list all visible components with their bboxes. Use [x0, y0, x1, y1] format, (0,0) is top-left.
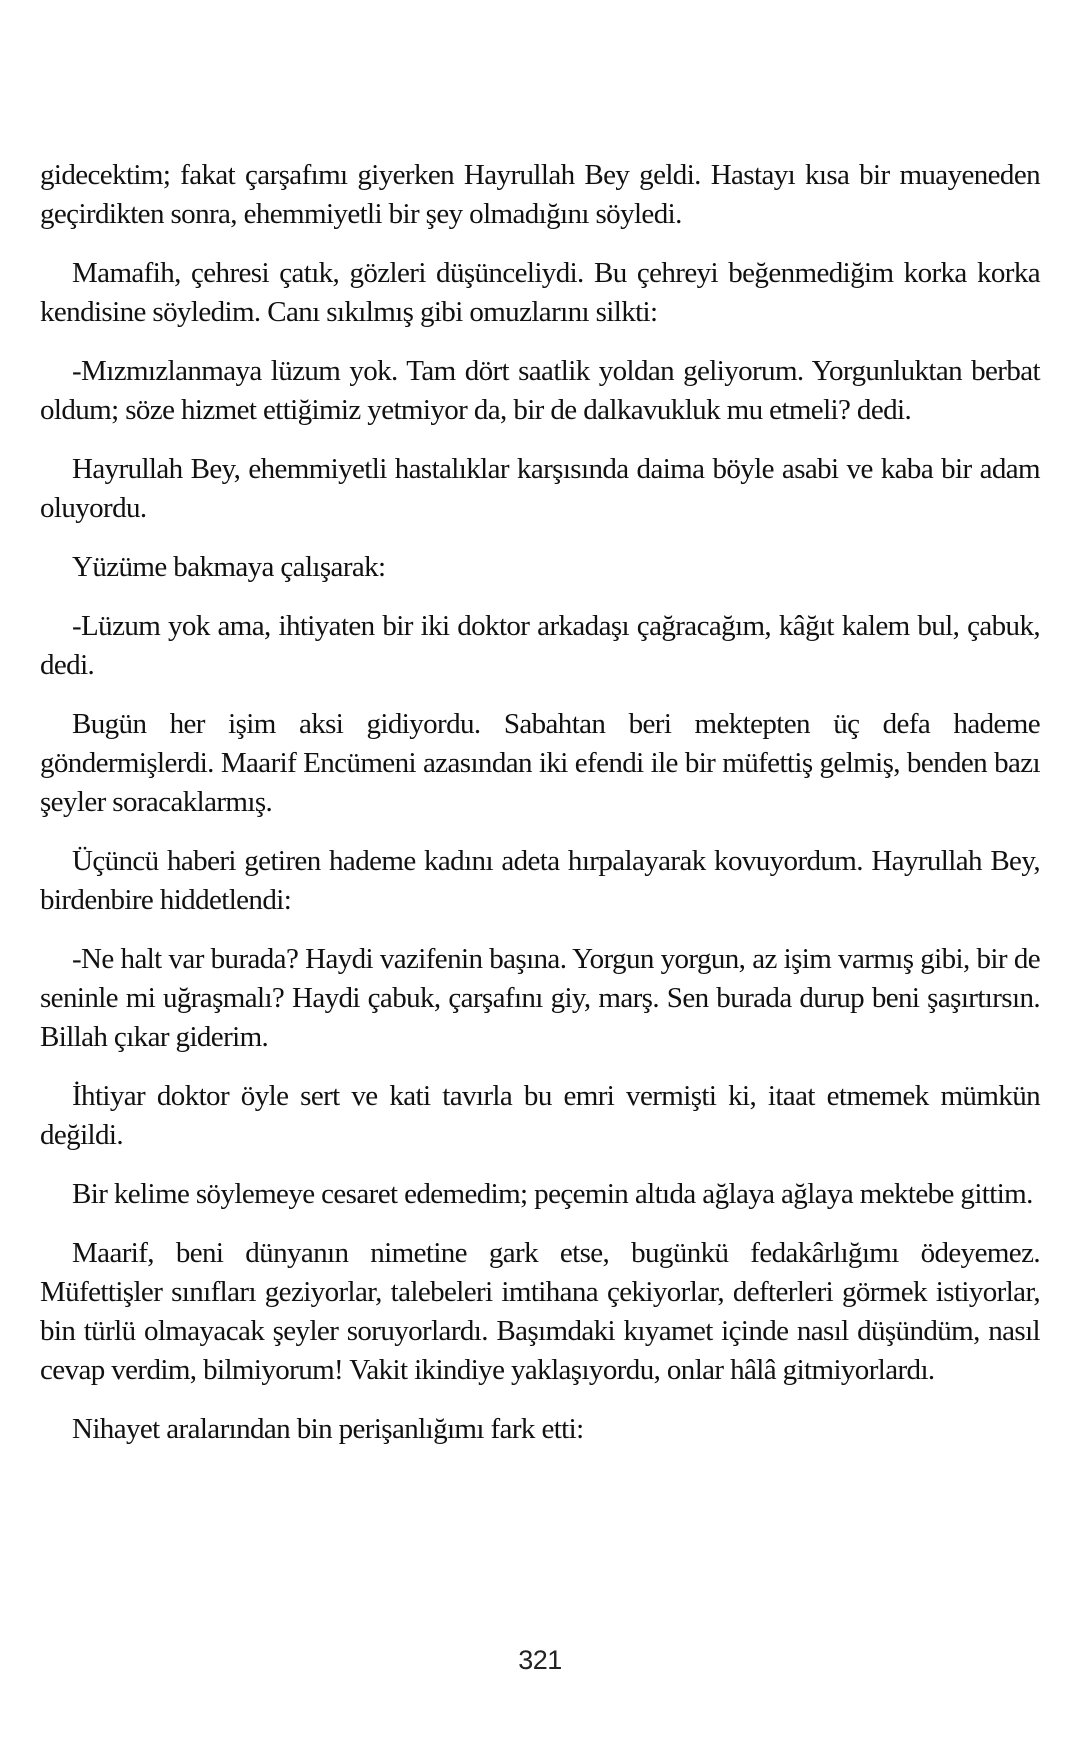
paragraph-4: Hayrullah Bey, ehemmiyetli hastalıklar karşısında daima böyle asabi ve kaba bir adam oluyordu.	[40, 453, 1040, 524]
paragraph-3: -Mızmızlanmaya lüzum yok. Tam dört saatlik yoldan geliyorum. Yorgunluktan berbat oldum; söze hizmet ettiğimiz yetmiyor da, bir de dalkavukluk mu etmeli? dedi.	[40, 355, 1040, 426]
paragraph-13: Nihayet aralarından bin perişanlığımı fark etti:	[72, 1413, 584, 1445]
page-number: 321	[518, 1645, 562, 1675]
paragraph-5: Yüzüme bakmaya çalışarak:	[72, 551, 386, 583]
paragraph-2: Mamafih, çehresi çatık, gözleri düşünceliydi. Bu çehreyi beğenmediğim korka korka kendisine söyledim. Canı sıkılmış gibi omuzlarını silkti:	[40, 257, 1040, 328]
paragraph-11: Bir kelime söylemeye cesaret edemedim; peçemin altıda ağlaya ağlaya mektebe gittim.	[72, 1178, 1033, 1210]
book-page-body	[40, 156, 1040, 1469]
paragraph-9: -Ne halt var burada? Haydi vazifenin başına. Yorgun yorgun, az işim varmış gibi, bir de seninle mi uğraşmalı? Haydi çabuk, çarşafını giy, marş. Sen burada durup beni şaşırtırsın. Billah çıkar giderim.	[40, 943, 1040, 1053]
paragraph-8: Üçüncü haberi getiren hademe kadını adeta hırpalayarak kovuyordum. Hayrullah Bey, birdenbire hiddetlendi:	[40, 845, 1040, 916]
paragraph-6: -Lüzum yok ama, ihtiyaten bir iki doktor arkadaşı çağracağım, kâğıt kalem bul, çabuk, dedi.	[40, 610, 1040, 681]
paragraph-12: Maarif, beni dünyanın nimetine gark etse, bugünkü fedakârlığımı ödeyemez. Müfettişler sınıfları geziyorlar, talebeleri imtihana çekiyorlar, defterleri görmek istiyorlar, bin türlü olmayacak şeyler soruyorlardı. Başımdaki kıyamet içinde nasıl düşündüm, nasıl cevap verdim, bilmiyorum! Vakit ikindiye yaklaşıyordu, onlar hâlâ gitmiyorlardı.	[40, 1237, 1040, 1386]
paragraph-1: gidecektim; fakat çarşafımı giyerken Hayrullah Bey geldi. Hastayı kısa bir muayeneden geçirdikten sonra, ehemmiyetli bir şey olmadığını söyledi.	[40, 159, 1040, 230]
paragraph-10: İhtiyar doktor öyle sert ve kati tavırla bu emri vermişti ki, itaat etmemek mümkün değildi.	[40, 1080, 1040, 1151]
paragraph-7: Bugün her işim aksi gidiyordu. Sabahtan beri mektepten üç defa hademe göndermişlerdi. Maarif Encümeni azasından iki efendi ile bir müfettiş gelmiş, benden bazı şeyler soracaklarmış.	[40, 708, 1040, 818]
